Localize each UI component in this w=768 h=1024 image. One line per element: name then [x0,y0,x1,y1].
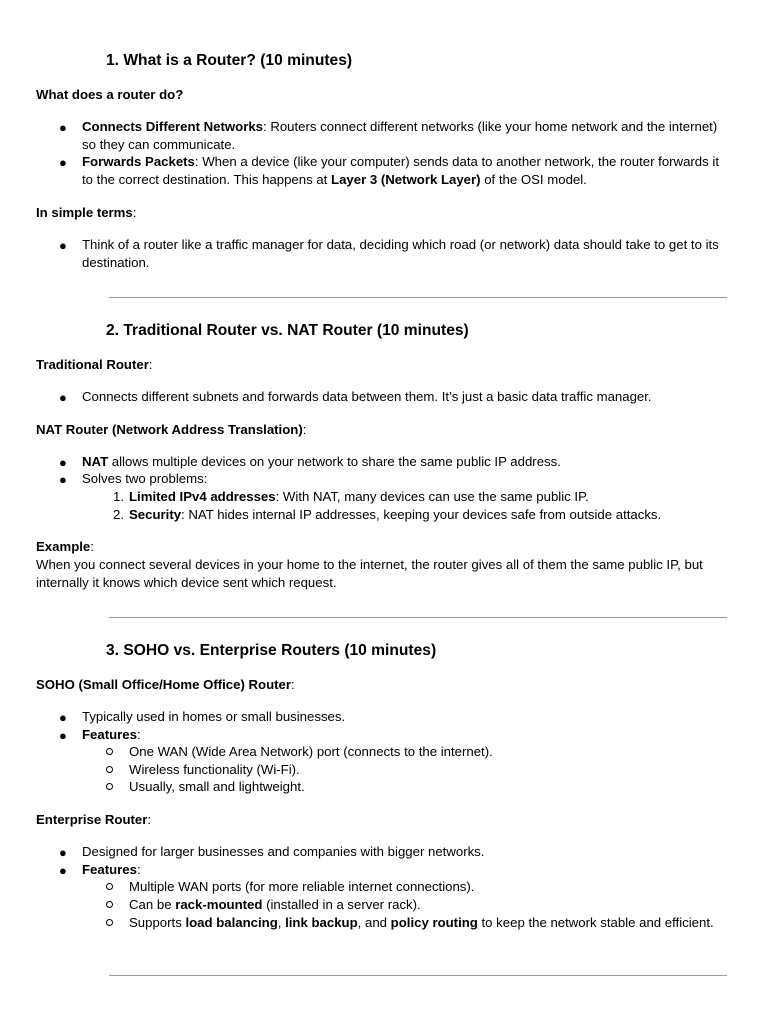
sub-bullet-circle [106,783,113,790]
bullet-dot: ● [59,863,67,878]
bullet-dot: ● [59,845,67,860]
soho-router-label: SOHO (Small Office/Home Office) Router: [36,677,295,692]
sub-bullet-circle [106,919,113,926]
list-number: 1. [113,489,124,504]
bullet-dot: ● [59,728,67,743]
section-3-heading: 3. SOHO vs. Enterprise Routers (10 minutes) [106,642,437,659]
section-divider [109,297,727,298]
sub-list-item: Multiple WAN ports (for more reliable internet connections). [129,879,475,894]
sub-bullet-circle [106,901,113,908]
bullet-dot: ● [59,390,67,405]
numbered-item: Security: NAT hides internal IP addresses, keeping your devices safe from outside attacks. [129,507,662,522]
enterprise-router-label: Enterprise Router: [36,812,152,827]
list-item: Features: [82,727,141,742]
section-divider [109,617,727,618]
list-item: Connects different subnets and forwards data between them. It’s just a basic data traffic manager. [82,389,652,404]
sub-list-item: One WAN (Wide Area Network) port (connects to the internet). [129,744,493,759]
bullet-dot: ● [59,155,67,170]
example-label: Example: [36,539,94,554]
list-item: NAT allows multiple devices on your network to share the same public IP address. [82,454,561,469]
list-item: Typically used in homes or small businesses. [82,709,346,724]
bullet-dot: ● [59,472,67,487]
simple-terms-label: In simple terms: [36,205,137,220]
bullet-dot: ● [59,455,67,470]
section-1-heading: 1. What is a Router? (10 minutes) [106,52,353,69]
list-item: Solves two problems: [82,471,208,486]
list-item: Designed for larger businesses and companies with bigger networks. [82,844,485,859]
traditional-router-label: Traditional Router: [36,357,153,372]
bullet-dot: ● [59,238,67,253]
list-item: Forwards Packets: When a device (like your computer) sends data to another network, the router forwards it to the correct destination. This happens at Layer 3 (Network Layer) of the OSI model. [82,154,719,187]
list-item: Connects Different Networks: Routers connect different networks (like your home network and the internet) so they can communicate. [82,119,718,152]
bullet-dot: ● [59,120,67,135]
section-2-heading: 2. Traditional Router vs. NAT Router (10 minutes) [106,322,469,339]
sub-list-item: Can be rack-mounted (installed in a server rack). [129,897,421,912]
sub-bullet-circle [106,748,113,755]
sub-bullet-circle [106,766,113,773]
router-question-label: What does a router do? [36,87,184,102]
bullet-dot: ● [59,710,67,725]
list-number: 2. [113,507,124,522]
sub-bullet-circle [106,883,113,890]
list-item: Think of a router like a traffic manager for data, deciding which road (or network) data should take to get to its destination. [82,237,719,270]
list-item: Features: [82,862,141,877]
example-text: When you connect several devices in your home to the internet, the router gives all of them the same public IP, but internally it knows which device sent which request. [36,557,703,590]
sub-list-item: Usually, small and lightweight. [129,779,305,794]
numbered-item: Limited IPv4 addresses: With NAT, many devices can use the same public IP. [129,489,589,504]
section-divider [109,975,727,976]
nat-router-label: NAT Router (Network Address Translation): [36,422,307,437]
sub-list-item: Supports load balancing, link backup, and policy routing to keep the network stable and efficient. [129,915,714,930]
sub-list-item: Wireless functionality (Wi-Fi). [129,762,300,777]
